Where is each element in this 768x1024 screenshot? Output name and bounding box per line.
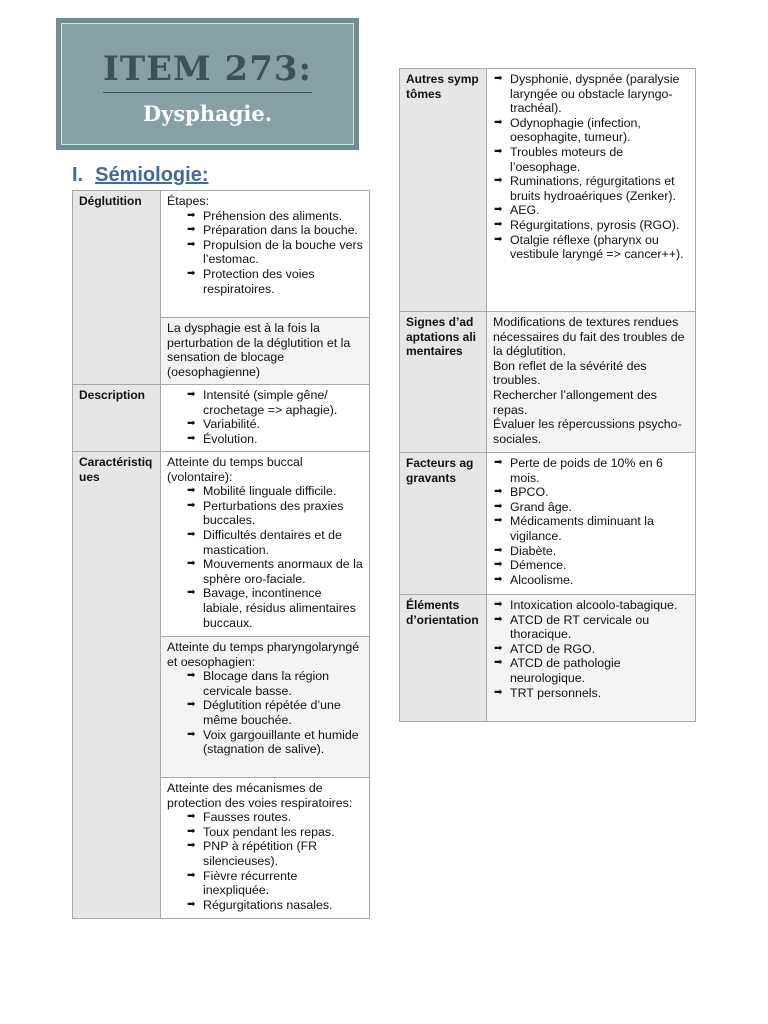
row-header-autres: Autres symptômes [400,69,487,312]
buccal-intro: Atteinte du temps buccal (volontaire): [167,455,303,484]
list-item: ➡ Bavage, incontinence labiale, résidus alimentaires buccaux. [203,586,363,630]
protection-intro: Atteinte des mécanismes de protection des voies respiratoires: [167,781,353,810]
page-title: ITEM 273: [103,50,312,93]
signes-cell [487,312,696,453]
page-subtitle: Dysphagie. [142,101,273,126]
section-title: Sémiologie: [95,164,209,186]
right-table [399,68,696,722]
signes-line: Rechercher l’allongement des repas. [493,387,657,417]
protection-cell [161,778,370,919]
left-table [72,190,370,919]
list-item: ➡ ATCD de RT cervicale ou thoracique. [510,613,689,642]
table-row [400,312,696,453]
list-item: ➡ Perte de poids de 10% en 6 mois. [510,456,689,485]
title-box [56,18,359,150]
list-item: ➡ PNP à répétition (FR silencieuses). [203,839,363,868]
definition-cell [161,318,370,385]
list-item: ➡ Toux pendant les repas. [203,825,363,840]
buccal-cell [161,452,370,637]
list-item: ➡ Voix gargouillante et humide (stagnation de salive). [203,728,363,757]
list-item: ➡ Démence. [510,558,689,573]
list-item: ➡ Régurgitations nasales. [203,898,363,913]
list-item: ➡ Odynophagie (infection, oesophagite, tumeur). [510,116,689,145]
pharyngo-intro: Atteinte du temps pharyngolaryngé et oesophagien: [167,640,360,669]
etapes-intro: Étapes: [167,194,210,208]
row-header-signes: Signes d’adaptations alimentaires [400,312,487,453]
list-item: ➡ Intoxication alcoolo-tabagique. [510,598,689,613]
table-row [73,452,370,637]
pharyngo-cell [161,637,370,778]
list-item: ➡ Ruminations, régurgitations et bruits hydroaériques (Zenker). [510,174,689,203]
facteurs-cell [487,453,696,595]
list-item: ➡ Grand âge. [510,500,689,515]
autres-list [493,72,689,262]
table-row [400,69,696,312]
table-row [400,595,696,722]
table-row [73,385,370,452]
list-item: ➡ Intensité (simple gêne/ crochetage => aphagie). [203,388,363,417]
buccal-list [167,484,363,630]
signes-line: Modifications de textures rendues nécessaires du fait des troubles de la déglutition. [493,315,685,359]
section-number: I. [72,164,84,186]
etapes-list [167,209,363,297]
list-item: ➡ Variabilité. [203,417,363,432]
list-item: ➡ Régurgitations, pyrosis (RGO). [510,218,689,233]
list-item: ➡ Perturbations des praxies buccales. [203,499,363,528]
list-item: ➡ Dysphonie, dyspnée (paralysie laryngée ou obstacle laryngo-trachéal). [510,72,689,116]
list-item: ➡ Blocage dans la région cervicale basse. [203,669,363,698]
list-item: ➡ Déglutition répétée d’une même bouchée. [203,698,363,727]
facteurs-list [493,456,689,587]
list-item: ➡ Médicaments diminuant la vigilance. [510,514,689,543]
list-item: ➡ BPCO. [510,485,689,500]
list-item: ➡ Préhension des aliments. [203,209,363,224]
list-item: ➡ Troubles moteurs de l’oesophage. [510,145,689,174]
list-item: ➡ AEG. [510,203,689,218]
row-header-elements: Éléments d’orientation [400,595,487,722]
list-item: ➡ ATCD de RGO. [510,642,689,657]
description-cell [161,385,370,452]
list-item: ➡ Fièvre récurrente inexpliquée. [203,869,363,898]
elements-cell [487,595,696,722]
protection-list [167,810,363,912]
row-header-caracteristiques: Caractéristiques [73,452,161,919]
row-header-deglutition: Déglutition [73,191,161,385]
title-inner [61,23,354,145]
list-item: ➡ Évolution. [203,432,363,447]
signes-line: Évaluer les répercussions psycho-sociales. [493,417,682,446]
list-item: ➡ Protection des voies respiratoires. [203,267,363,296]
list-item: ➡ Difficultés dentaires et de mastication. [203,528,363,557]
list-item: ➡ Diabète. [510,544,689,559]
list-item: ➡ Propulsion de la bouche vers l’estomac. [203,238,363,267]
definition-text: La dysphagie est à la fois la perturbation de la déglutition et la sensation de blocage (oesophagienne) [167,321,351,379]
description-list [167,388,363,446]
list-item: ➡ Fausses routes. [203,810,363,825]
list-item: ➡ Mobilité linguale difficile. [203,484,363,499]
pharyngo-list [167,669,363,757]
table-row [400,453,696,595]
section-heading [72,164,208,187]
row-header-facteurs: Facteurs aggravants [400,453,487,595]
list-item: ➡ TRT personnels. [510,686,689,701]
list-item: ➡ Alcoolisme. [510,573,689,588]
list-item: ➡ Préparation dans la bouche. [203,223,363,238]
table-row [73,191,370,318]
etapes-cell [161,191,370,318]
signes-line: Bon reflet de la sévérité des troubles. [493,358,647,388]
list-item: ➡ Mouvements anormaux de la sphère oro-faciale. [203,557,363,586]
list-item: ➡ Otalgie réflexe (pharynx ou vestibule laryngé => cancer++). [510,233,689,262]
autres-cell [487,69,696,312]
elements-list [493,598,689,700]
row-header-description: Description [73,385,161,452]
list-item: ➡ ATCD de pathologie neurologique. [510,656,689,685]
